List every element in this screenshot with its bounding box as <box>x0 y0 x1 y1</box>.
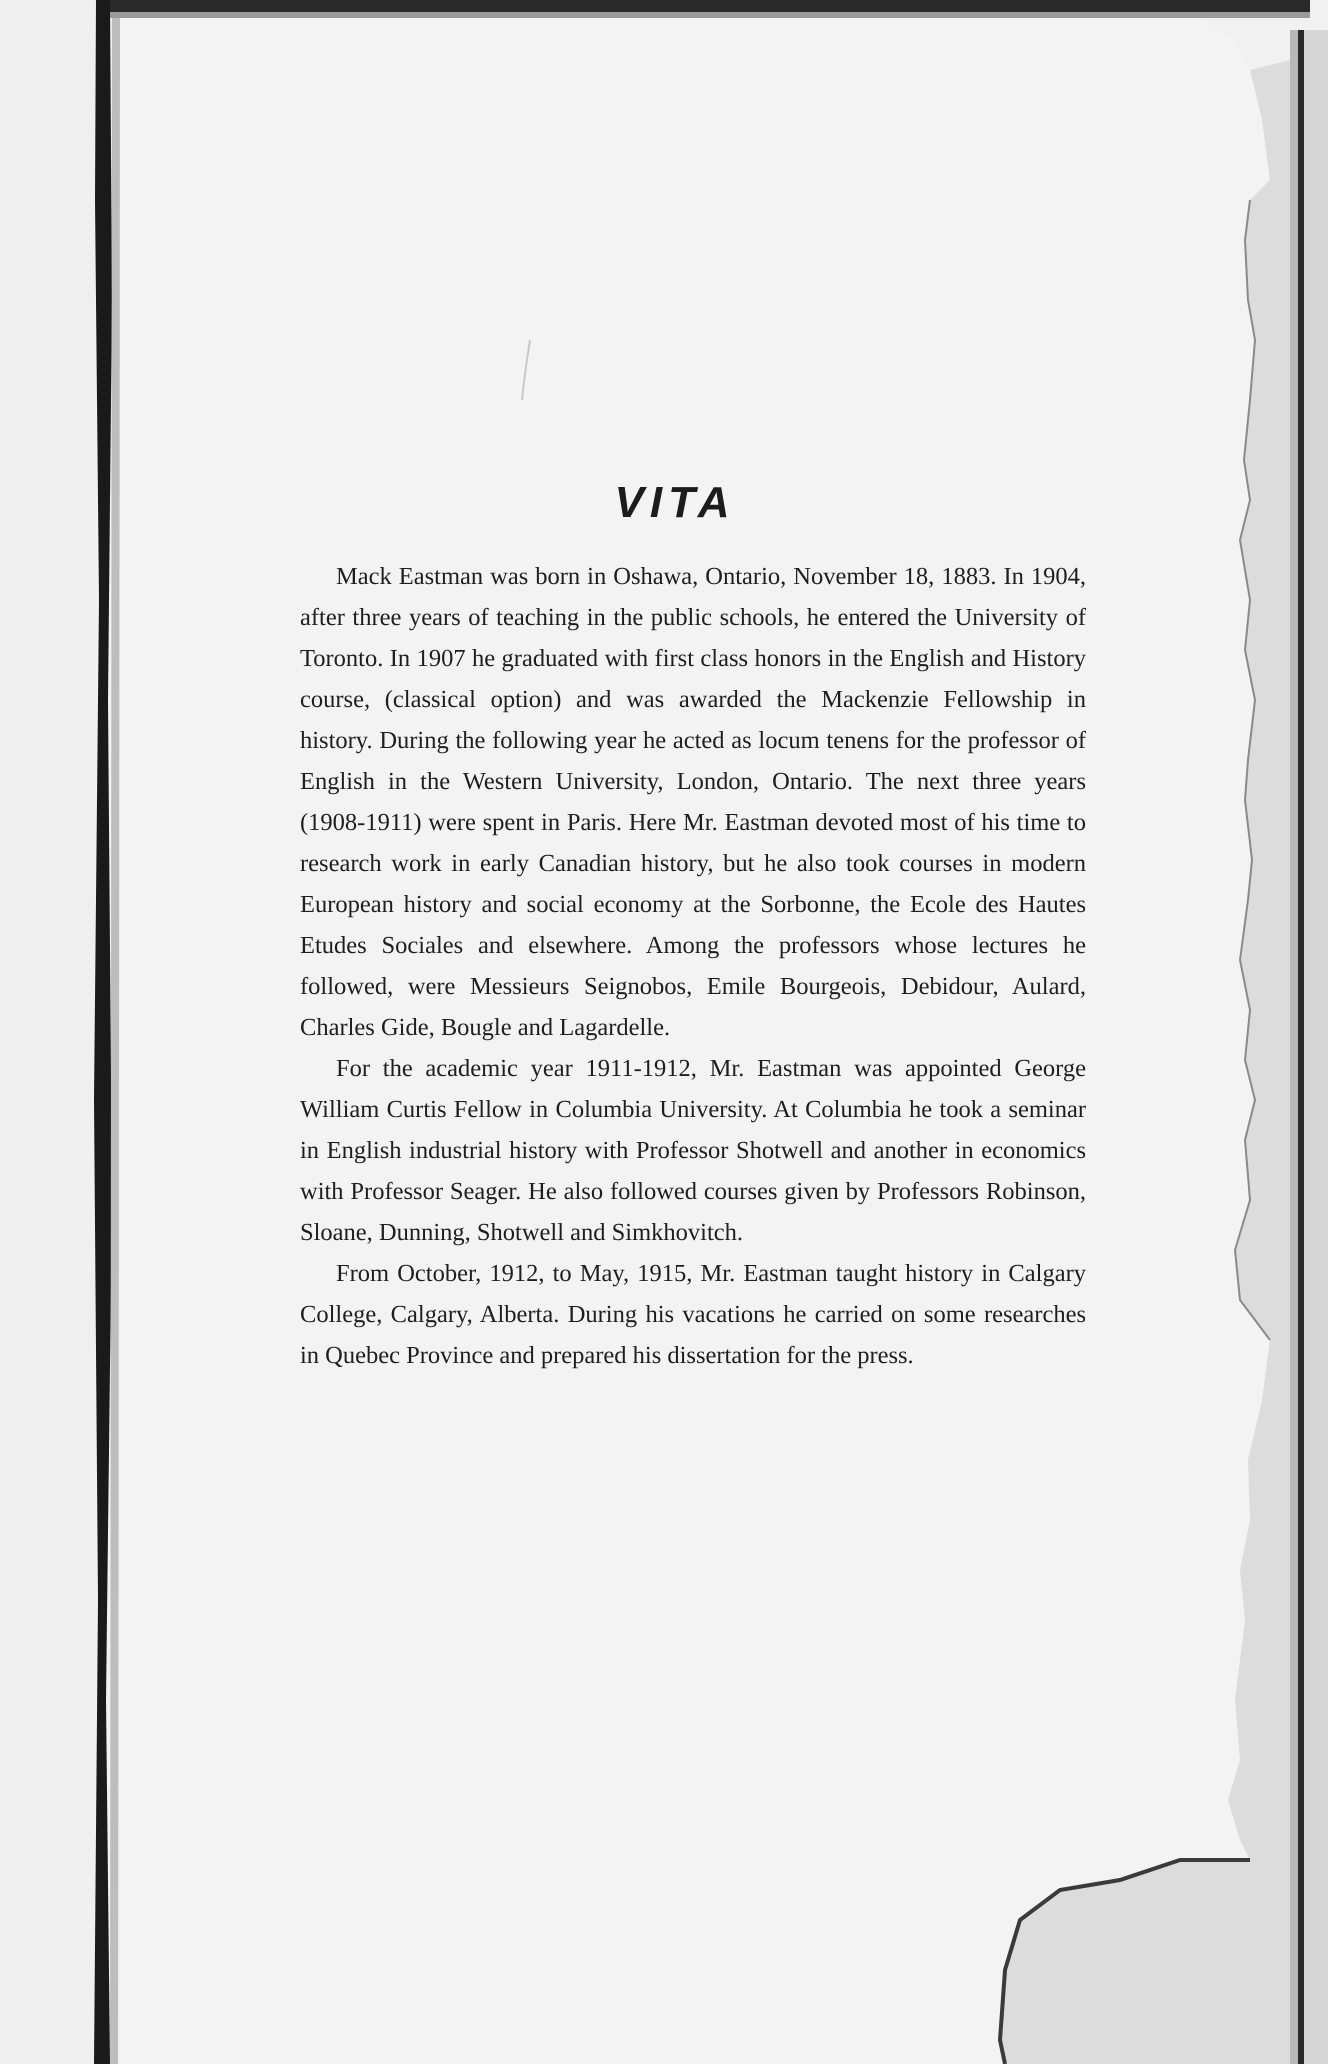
paragraph-calgary: From October, 1912, to May, 1915, Mr. Eastman taught history in Calgary College, Calgary, Alberta. During his vacations he carried on some researches in Quebec Province and prepared his dissertation for the press. <box>300 1260 1086 1369</box>
page-title: VITA <box>614 478 736 527</box>
paragraph-education: Mack Eastman was born in Oshawa, Ontario, November 18, 1883. In 1904, after three years of teaching in the public schools, he entered the University of Toronto. In 1907 he graduated with first class honors in the English and History course, (classical option) and was awarded the Mackenzie Fellowship in history. During the following year he acted as locum tenens for the professor of English in the Western University, London, Ontario. The next three years (1908-1911) were spent in Paris. Here Mr. Eastman devoted most of his time to research work in early Canadian history, but he also took courses in modern European history and social economy at the Sorbonne, the Ecole des Hautes Etudes Sociales and elsewhere. Among the professors whose lectures he followed, were Messieurs Seignobos, Emile Bourgeois, Debidour, Aulard, Charles Gide, Bougle and Lagardelle. <box>300 563 1086 1041</box>
vita-body <box>300 556 1086 1376</box>
paragraph-columbia: For the academic year 1911-1912, Mr. Eastman was appointed George William Curtis Fellow in Columbia University. At Columbia he took a seminar in English industrial history with Professor Shotwell and another in economics with Professor Seager. He also followed courses given by Professors Robinson, Sloane, Dunning, Shotwell and Simkhovitch. <box>300 1055 1086 1246</box>
